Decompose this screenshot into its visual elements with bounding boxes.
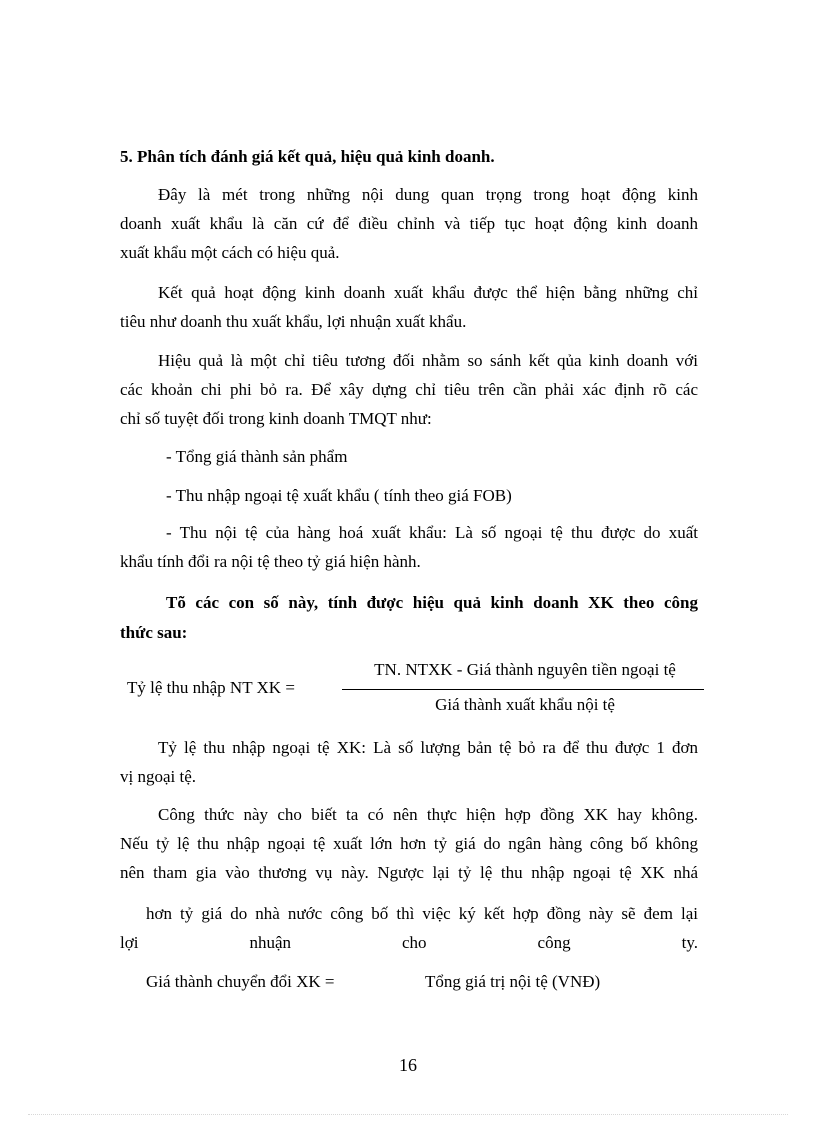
bullet-item-1: - Tổng giá thành sản phẩm (166, 447, 348, 466)
para5-line5: lợi nhuận cho công ty. (120, 933, 698, 952)
formula1-denominator: Giá thành xuất khẩu nội tệ (435, 695, 615, 714)
formula2-label: Giá thành chuyển đổi XK = (146, 972, 335, 991)
para5-line1: Công thức này cho biết ta có nên thực hiện hợp đồng XK hay không. (158, 805, 698, 824)
para1-line2: doanh xuất khẩu là căn cứ để điều chỉnh và tiếp tục hoạt động kinh doanh (120, 214, 698, 233)
para3-line3: chỉ số tuyệt đối trong kinh doanh TMQT như: (120, 409, 432, 428)
formula1-label: Tỷ lệ thu nhập NT XK = (127, 678, 295, 697)
bold-para-line2: thức sau: (120, 623, 188, 642)
para3-line1: Hiệu quả là một chỉ tiêu tương đối nhằm so sánh kết qủa kinh doanh với (158, 351, 698, 370)
para1-line1: Đây là mét trong những nội dung quan trọng trong hoạt động kinh (158, 185, 698, 204)
para4-line2: vị ngoại tệ. (120, 767, 197, 786)
section-heading: 5. Phân tích đánh giá kết quả, hiệu quả kinh doanh. (120, 147, 495, 166)
para5-line2: Nếu tỷ lệ thu nhập ngoại tệ xuất lớn hơn tỷ giá do ngân hàng công bố không (120, 834, 698, 853)
formula1-numerator: TN. NTXK - Giá thành nguyên tiền ngoại tệ (374, 660, 676, 679)
fraction-bar (342, 689, 704, 690)
page-bottom-divider (28, 1114, 788, 1115)
bullet-item-2: - Thu nhập ngoại tệ xuất khẩu ( tính theo giá FOB) (166, 486, 512, 505)
bullet-item-3-line2: khẩu tính đổi ra nội tệ theo tỷ giá hiện hành. (120, 552, 421, 571)
bold-para-line1: Tõ các con số này, tính được hiệu quả kinh doanh XK theo công (166, 593, 698, 612)
para2-line2: tiêu như doanh thu xuất khẩu, lợi nhuận xuất khẩu. (120, 312, 467, 331)
para2-line1: Kết quả hoạt động kinh doanh xuất khẩu được thể hiện bằng những chỉ (158, 283, 698, 302)
bullet-item-3-line1: - Thu nội tệ của hàng hoá xuất khẩu: Là số ngoại tệ thu được do xuất (166, 523, 698, 542)
para3-line2: các khoản chi phi bỏ ra. Để xây dựng chỉ tiêu trên cần phải xác định rõ các (120, 380, 698, 399)
page-number: 16 (399, 1055, 417, 1075)
para5-line3: nên tham gia vào thương vụ này. Ngược lại tỷ lệ thu nhập ngoại tệ XK nhá (120, 863, 698, 882)
para5-line4: hơn tỷ giá do nhà nước công bố thì việc ký kết hợp đồng này sẽ đem lại (146, 904, 698, 923)
para1-line3: xuất khẩu một cách có hiệu quả. (120, 243, 340, 262)
formula2-value: Tổng giá trị nội tệ (VNĐ) (425, 972, 601, 991)
para4-line1: Tỷ lệ thu nhập ngoại tệ XK: Là số lượng bản tệ bỏ ra để thu được 1 đơn (158, 738, 698, 757)
